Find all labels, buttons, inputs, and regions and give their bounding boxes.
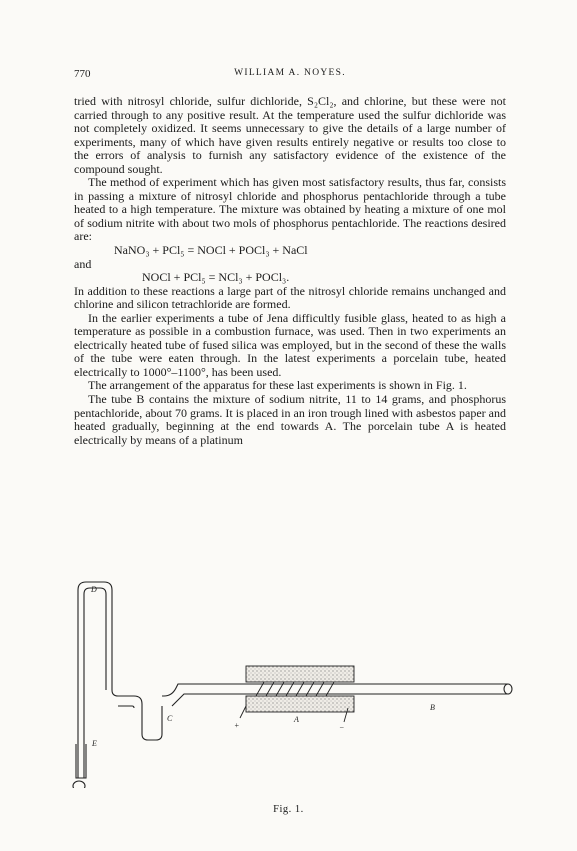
- label-plus: +: [234, 721, 240, 730]
- label-b: B: [430, 703, 435, 712]
- connector-lower: [118, 706, 134, 708]
- label-a: A: [294, 715, 299, 724]
- label-c: C: [167, 714, 173, 723]
- label-d: D: [91, 585, 97, 594]
- label-e: E: [92, 739, 97, 748]
- paragraph-5: The arrangement of the apparatus for these last experiments is shown in Fig. 1.: [88, 378, 467, 393]
- furnace-upper: [246, 666, 354, 682]
- paragraph-3: In addition to these reactions a large part of the nitrosyl chloride remains unchanged and chlorine and silicon tetrachloride are formed.: [74, 283, 506, 312]
- tube-d-right-wall: [112, 690, 118, 696]
- equation-2: NOCl + PCl₅ = NCl₃ + POCl₃.: [142, 270, 290, 285]
- paragraph-1: tried with nitrosyl chloride, sulfur dichloride, S₂Cl₂, and chlorine, but these were not carried through to any positive result. At the temperature used the sulfur dichloride was not completely oxidized. It seems unnecessary to give the details of a large number of experiments, many of which have given results entirely negative or results too close to the errors of analysis to furnish any satisfactory evidence of the existence of the compound sought.: [74, 94, 506, 176]
- figure-caption: Fig. 1.: [273, 804, 304, 815]
- running-head: WILLIAM A. NOYES.: [234, 68, 346, 78]
- tube-b-end: [504, 684, 512, 694]
- tube-e-bulb: [73, 781, 85, 788]
- tube-d-outer: [78, 582, 112, 778]
- label-minus: −: [339, 723, 345, 732]
- tube-d-inner: [84, 588, 106, 778]
- page-header: [74, 68, 506, 84]
- equation-connector: and: [74, 256, 92, 271]
- apparatus-figure: [60, 578, 520, 788]
- furnace-lower: [246, 696, 354, 712]
- paragraph-4: In the earlier experiments a tube of Jena difficultly fusible glass, heated to as high a temperature as possible in a combustion furnace, was used. Then in two experiments an electrically heated tube of fused silica was employed, but in the second of these the walls of the tube were eaten through. In the latest experiments a porcelain tube, heated electrically to 1000°–1100°, has been used.: [74, 310, 506, 379]
- equation-1: NaNO₃ + PCl₅ = NOCl + POCl₃ + NaCl: [114, 243, 308, 258]
- connector-top-right: [172, 694, 240, 706]
- wire-plus: [240, 706, 246, 718]
- apparatus-diagram: [60, 578, 520, 788]
- tube-c-left: [118, 696, 162, 740]
- paragraph-2: The method of experiment which has given most satisfactory results, thus far, consists in passing a mixture of nitrosyl chloride and phosphorus pentachloride through a tube heated to a high temperature. The mixture was obtained by heating a mixture of one mol of sodium nitrite with about two mols of phosphorus pentachloride. The reactions desired are:: [74, 175, 506, 244]
- paragraph-6: The tube B contains the mixture of sodium nitrite, 11 to 14 grams, and phosphorus pentachloride, about 70 grams. It is placed in an iron trough lined with asbestos paper and heated gradually, beginning at the end towards A. The porcelain tube A is heated electrically by means of a platinum: [74, 392, 506, 447]
- body-text: [74, 95, 506, 447]
- page-number: 770: [74, 68, 91, 80]
